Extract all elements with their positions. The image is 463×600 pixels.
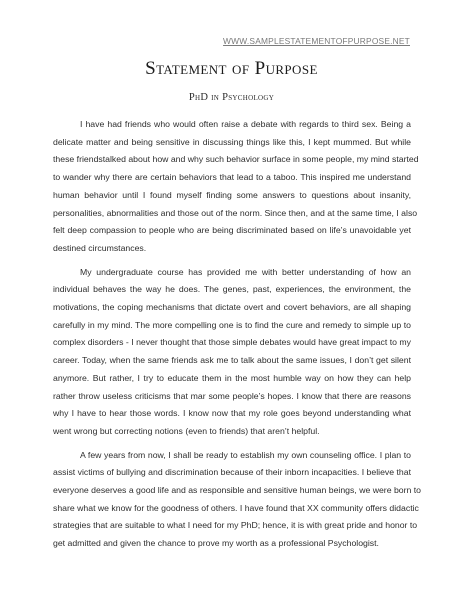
text-line: felt deep compassion to people who are being discriminated based on life’s unavoidable yet	[53, 225, 411, 236]
text-line: rather throw useless criticisms that mar some people’s hopes. I know that there are reasons	[53, 390, 411, 401]
paragraph-1	[53, 116, 419, 258]
text-line: complex disorders - I never thought that those simple debates would have great impact to my	[53, 337, 411, 348]
text-line: strategies that are suitable to what I need for my PhD; hence, it is with great pride and honor to	[53, 520, 418, 531]
text-line: motivations, the coping mechanisms that dictate overt and covert behaviors, are all shaping	[53, 302, 411, 313]
text-line: why I have to hear those words. I know now that my role goes beyond understanding what	[53, 408, 411, 419]
text-line: everyone deserves a good life and as responsible and sensitive human beings, we were born to	[53, 485, 421, 496]
text-line: I have had friends who would often raise a debate with regards to third sex. Being a	[80, 119, 411, 129]
text-line: these friendstalked about how and why such behavior surface in some people, my mind started	[53, 154, 419, 165]
text-line: A few years from now, I shall be ready to establish my own counseling office. I plan to	[80, 449, 411, 460]
text-line: went wrong but correcting notions (even to friends) that aren’t helpful.	[53, 425, 320, 436]
text-line: to wander why there are certain behaviors that lead to a taboo. This inspired me understand	[53, 172, 411, 183]
text-line: assist victims of bullying and discrimination because of their inborn incapacities. I believe that	[53, 467, 411, 478]
document-body	[53, 116, 421, 559]
document-subtitle: PhD in Psychology	[188, 92, 275, 103]
text-line: carefully in my mind. The more compelling one is to find the cure and remedy to simple up to	[53, 319, 411, 330]
text-line: anymore. But rather, I try to educate them in the most humble way on how they can help	[53, 372, 411, 383]
website-link[interactable]: WWW.SAMPLESTATEMENTOFPURPOSE.NET	[223, 36, 410, 46]
text-line: get admitted and given the chance to prove my worth as a professional Psychologist.	[53, 538, 379, 549]
document-title: Statement of Purpose	[145, 58, 318, 79]
text-line: My undergraduate course has provided me with better understanding of how an	[80, 266, 411, 277]
text-line: personalities, abnormalities and those out of the norm. Since then, and at the same time, I also	[53, 207, 418, 218]
text-line: delicate matter and being sensitive in discussing things like this, I kept mummed. But while	[53, 136, 411, 147]
text-line: human behavior until I found myself finding some answers to questions about insanity,	[53, 189, 411, 200]
paragraph-3	[53, 447, 421, 553]
text-line: career. Today, when the same friends ask me to talk about the same issues, I don’t get silent	[53, 355, 411, 366]
text-line: share what we know for the goodness of others. I have found that XX community offers didactic	[53, 502, 419, 513]
text-line: destined circumstances.	[53, 242, 147, 253]
text-line: individual behaves the way he does. The genes, past, experiences, the environment, the	[53, 284, 411, 295]
paragraph-2	[53, 264, 411, 441]
